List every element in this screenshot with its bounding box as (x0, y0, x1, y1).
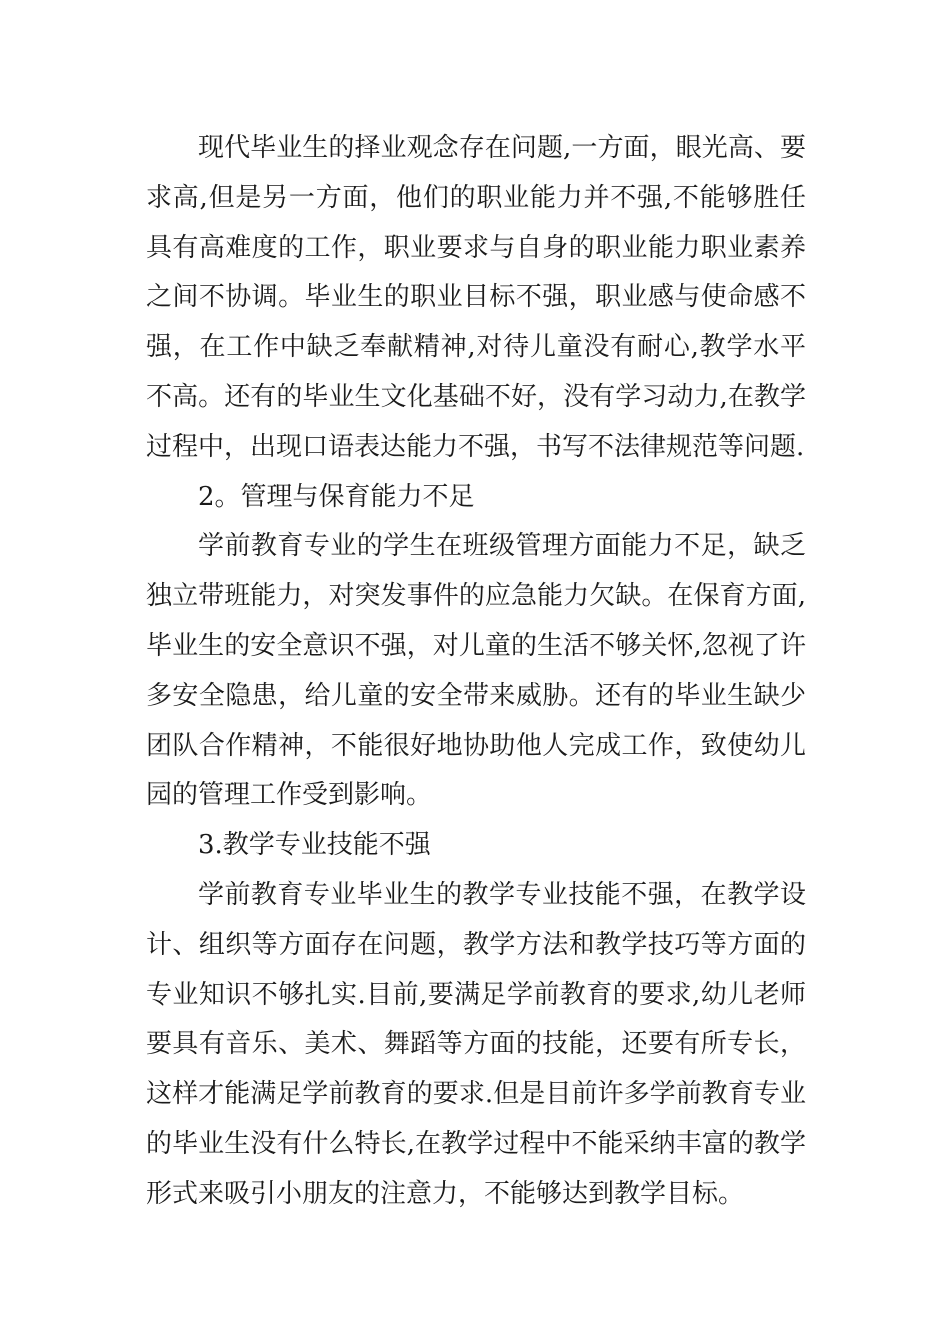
paragraph-teaching-skills: 学前教育专业毕业生的教学专业技能不强，在教学设计、组织等方面存在问题，教学方法和教学技巧等方面的专业知识不够扎实.目前,要满足学前教育的要求,幼儿老师要具有音乐、美术、舞蹈等方面的技能，还要有所专长，这样才能满足学前教育的要求.但是目前许多学前教育专业的毕业生没有什么特长,在教学过程中不能采纳丰富的教学形式来吸引小朋友的注意力，不能够达到教学目标。 (146, 879, 806, 1209)
paragraph-career-attitude: 现代毕业生的择业观念存在问题,一方面，眼光高、要求高,但是另一方面，他们的职业能力并不强,不能够胜任具有高难度的工作，职业要求与自身的职业能力职业素养之间不协调。毕业生的职业目标不强，职业感与使命感不强，在工作中缺乏奉献精神,对待儿童没有耐心,教学水平不高。还有的毕业生文化基础不好，没有学习动力,在教学过程中，出现口语表达能力不强，书写不法律规范等问题. (146, 133, 806, 462)
section-heading-management: 2。管理与保育能力不足 (198, 481, 475, 512)
document-body (146, 124, 806, 1220)
paragraph-management-ability: 学前教育专业的学生在班级管理方面能力不足，缺乏独立带班能力，对突发事件的应急能力欠缺。在保育方面,毕业生的安全意识不强，对儿童的生活不够关怀,忽视了许多安全隐患，给儿童的安全带来威胁。还有的毕业生缺少团队合作精神，不能很好地协助他人完成工作，致使幼儿园的管理工作受到影响。 (146, 531, 806, 811)
section-heading-teaching-skills: 3.教学专业技能不强 (198, 830, 431, 861)
